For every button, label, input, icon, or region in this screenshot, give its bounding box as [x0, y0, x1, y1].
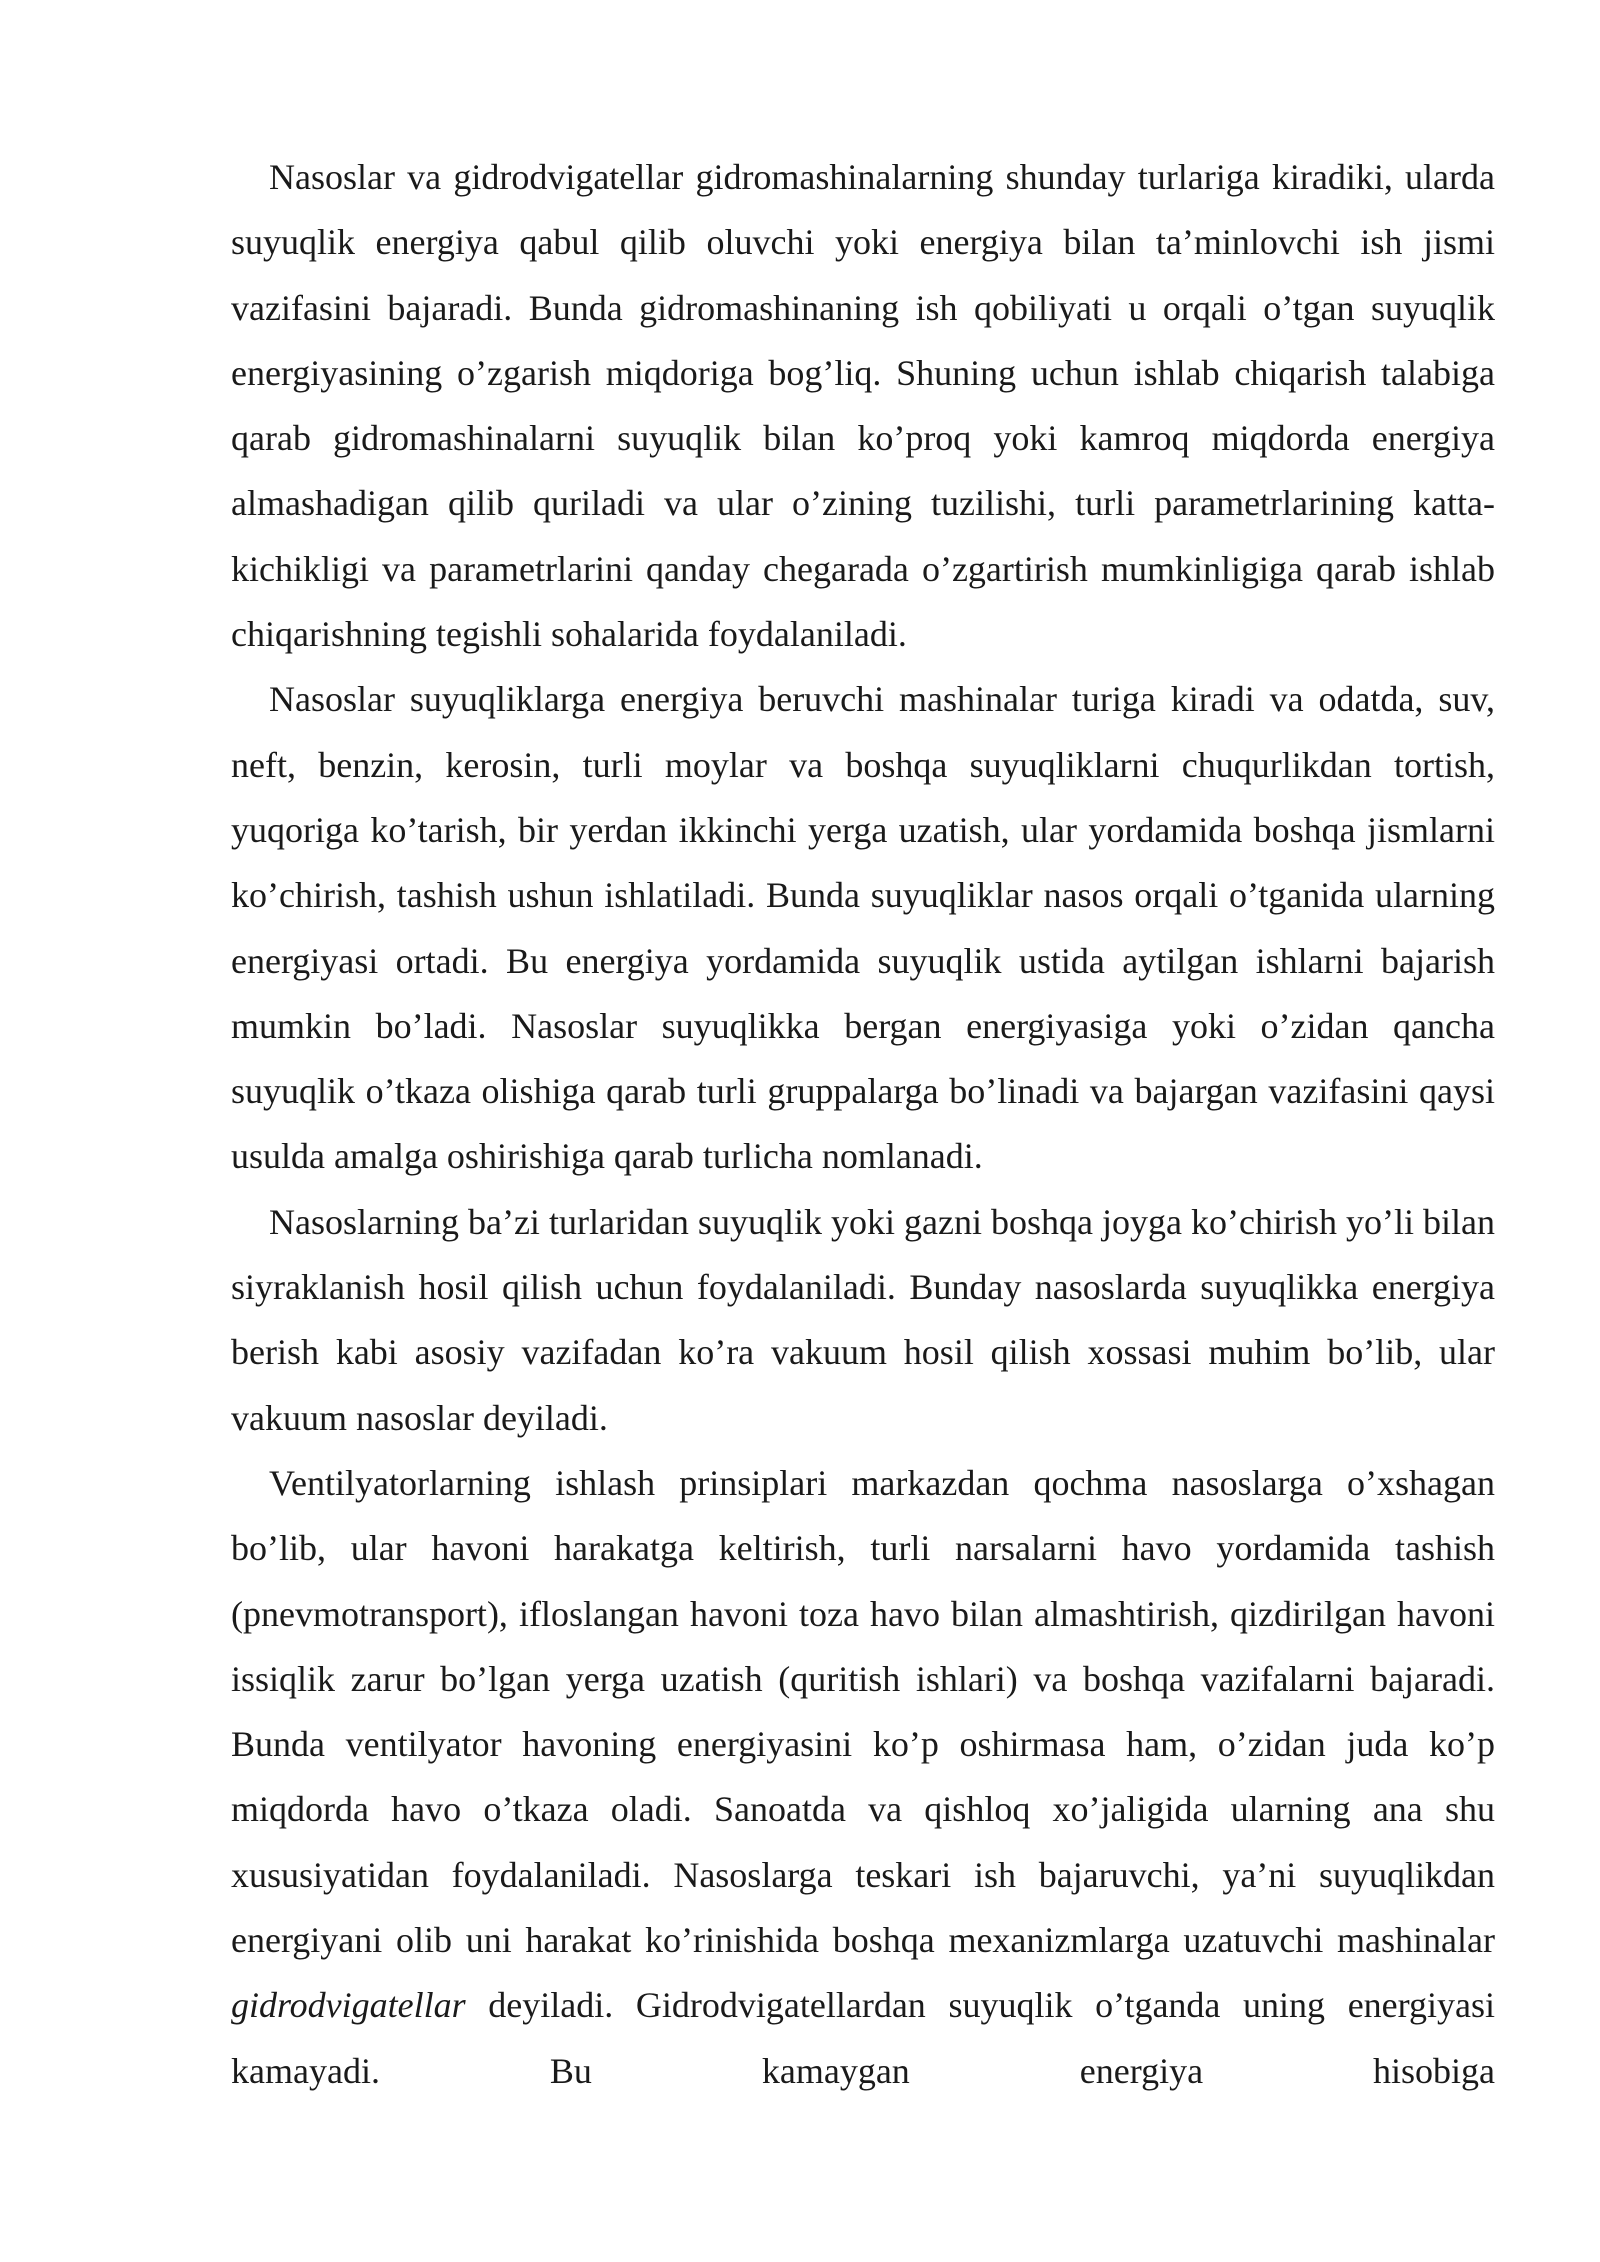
- paragraph-4-text-after: deyiladi. Gidrodvigatellardan suyuqlik o’tganda uning energiyasi kamayadi. Bu kamaygan energiya hisobiga: [231, 1985, 1495, 2091]
- paragraph-2: Nasoslar suyuqliklarga energiya beruvchi mashinalar turiga kiradi va odatda, suv, neft, benzin, kerosin, turli moylar va boshqa suyuqliklarni chuqurlikdan tortish, yuqoriga ko’tarish, bir yerdan ikkinchi yerga uzatish, ular yordamida boshqa jismlarni ko’chirish, tashish ushun ishlatiladi. Bunda suyuqliklar nasos orqali o’tganida ularning energiyasi ortadi. Bu energiya yordamida suyuqlik ustida aytilgan ishlarni bajarish mumkin bo’ladi. Nasoslar suyuqlikka bergan energiyasiga yoki o’zidan qancha suyuqlik o’tkaza olishiga qarab turli gruppalarga bo’linadi va bajargan vazifasini qaysi usulda amalga oshirishiga qarab turlicha nomlanadi.: [231, 679, 1495, 1177]
- emphasized-term: gidrodvigatellar: [231, 1985, 466, 2026]
- paragraph-1: Nasoslar va gidrodvigatellar gidromashinalarning shunday turlariga kiradiki, ularda suyuqlik energiya qabul qilib oluvchi yoki energiya bilan ta’minlovchi ish jismi vazifasini bajaradi. Bunda gidromashinaning ish qobiliyati u orqali o’tgan suyuqlik energiyasining o’zgarish miqdoriga bog’liq. Shuning uchun ishlab chiqarish talabiga qarab gidromashinalarni suyuqlik bilan ko’proq yoki kamroq miqdorda energiya almashadigan qilib quriladi va ular o’zining tuzilishi, turli parametrlarining katta-kichikligi va parametrlarini qanday chegarada o’zgartirish mumkinligiga qarab ishlab chiqarishning tegishli sohalarida foydalaniladi.: [231, 157, 1495, 655]
- paragraph-3: Nasoslarning ba’zi turlaridan suyuqlik yoki gazni boshqa joyga ko’chirish yo’li bilan siyraklanish hosil qilish uchun foydalaniladi. Bunday nasoslarda suyuqlikka energiya berish kabi asosiy vazifadan ko’ra vakuum hosil qilish xossasi muhim bo’lib, ular vakuum nasoslar deyiladi.: [231, 1201, 1495, 1438]
- paragraph-4: [231, 1451, 1495, 2104]
- paragraph-4-text-before: Ventilyatorlarning ishlash prinsiplari markazdan qochma nasoslarga o’xshagan bo’lib, ular havoni harakatga keltirish, turli narsalarni havo yordamida tashish (pnevmotransport), ifloslangan havoni toza havo bilan almashtirish, qizdirilgan havoni issiqlik zarur bo’lgan yerga uzatish (quritish ishlari) va boshqa vazifalarni bajaradi. Bunda ventilyator havoning energiyasini ko’p oshirmasa ham, o’zidan juda ko’p miqdorda havo o’tkaza oladi. Sanoatda va qishloq xo’jaligida ularning ana shu xususiyatidan foydalaniladi. Nasoslarga teskari ish bajaruvchi, ya’ni suyuqlikdan energiyani olib uni harakat ko’rinishida boshqa mexanizmlarga uzatuvchi mashinalar: [231, 1462, 1495, 1961]
- document-page: [231, 145, 1495, 2104]
